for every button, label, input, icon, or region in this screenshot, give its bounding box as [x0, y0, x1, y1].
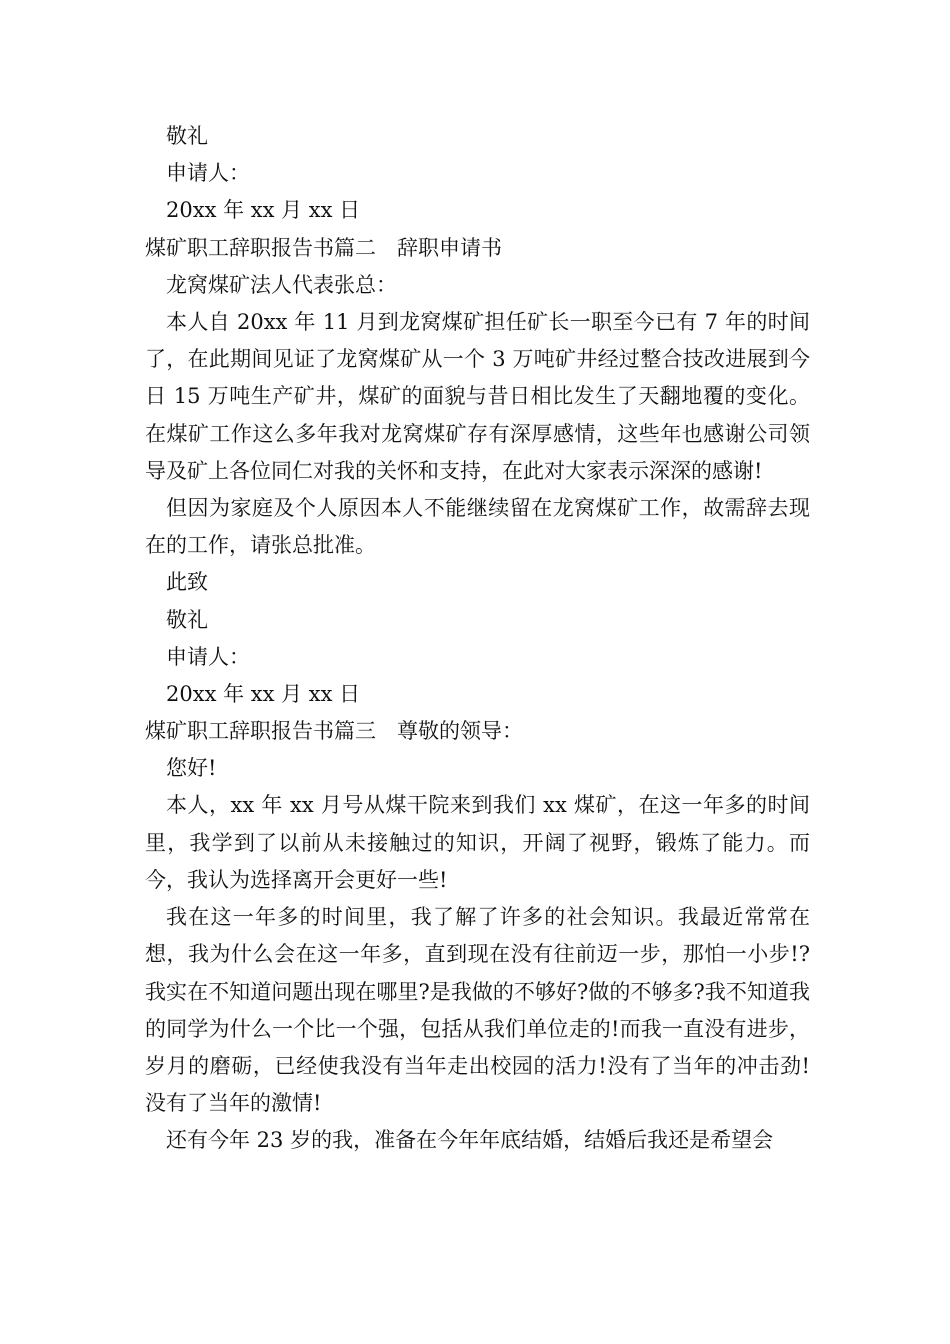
body-paragraph [145, 899, 810, 1122]
closing-text: 敬礼 [166, 124, 208, 148]
body-paragraph [145, 490, 810, 564]
salutation: 龙窝煤矿法人代表张总： [166, 272, 397, 297]
paragraph-text: 但因为家庭及个人原因本人不能继续留在龙窝煤矿工作，故需辞去现在的工作，请张总批准。 [145, 495, 810, 558]
body-paragraph [145, 1122, 810, 1159]
body-paragraph [145, 787, 810, 899]
applicant-label: 申请人： [166, 161, 250, 186]
section-heading: 煤矿职工辞职报告书篇二 辞职申请书 [145, 235, 502, 260]
body-paragraph [145, 304, 810, 490]
regards-line: 此致 [166, 570, 208, 595]
paragraph-text: 还有今年 23 岁的我，准备在今年年底结婚，结婚后我还是希望会 [166, 1128, 774, 1153]
paragraph-text: 本人，xx 年 xx 月号从煤干院来到我们 xx 煤矿，在这一年多的时间里，我学到了以前从未接触过的知识，开阔了视野，锻炼了能力。而今，我认为选择离开会更好一些! [145, 793, 810, 892]
greeting: 您好! [166, 756, 217, 781]
document-page [145, 118, 810, 1160]
paragraph-text: 本人自 20xx 年 11 月到龙窝煤矿担任矿长一职至今已有 7 年的时间了，在此期间见证了龙窝煤矿从一个 3 万吨矿井经过整合技改进展到今日 15 万吨生产矿井，煤矿的面貌与昔日相比发生了天翻地覆的变化。在煤矿工作这么多年我对龙窝煤矿存有深厚感情，这些年也感谢公司领导及矿上各位同仁对我的关怀和支持，在此对大家表示深深的感谢! [145, 309, 810, 483]
date-line: 20xx 年 xx 月 xx 日 [166, 198, 361, 223]
paragraph-text: 我在这一年多的时间里，我了解了许多的社会知识。我最近常常在想，我为什么会在这一年多，直到现在没有往前迈一步，那怕一小步!?我实在不知道问题出现在哪里?是我做的不够好?做的不够多?我不知道我的同学为什么一个比一个强，包括从我们单位走的!而我一直没有进步，岁月的磨砺，已经使我没有当年走出校园的活力!没有了当年的冲击劲!没有了当年的激情! [145, 905, 810, 1116]
section-heading: 煤矿职工辞职报告书篇三 尊敬的领导： [145, 719, 523, 744]
closing-text: 敬礼 [166, 607, 208, 632]
applicant-label: 申请人： [166, 644, 250, 669]
date-line: 20xx 年 xx 月 xx 日 [166, 681, 361, 706]
